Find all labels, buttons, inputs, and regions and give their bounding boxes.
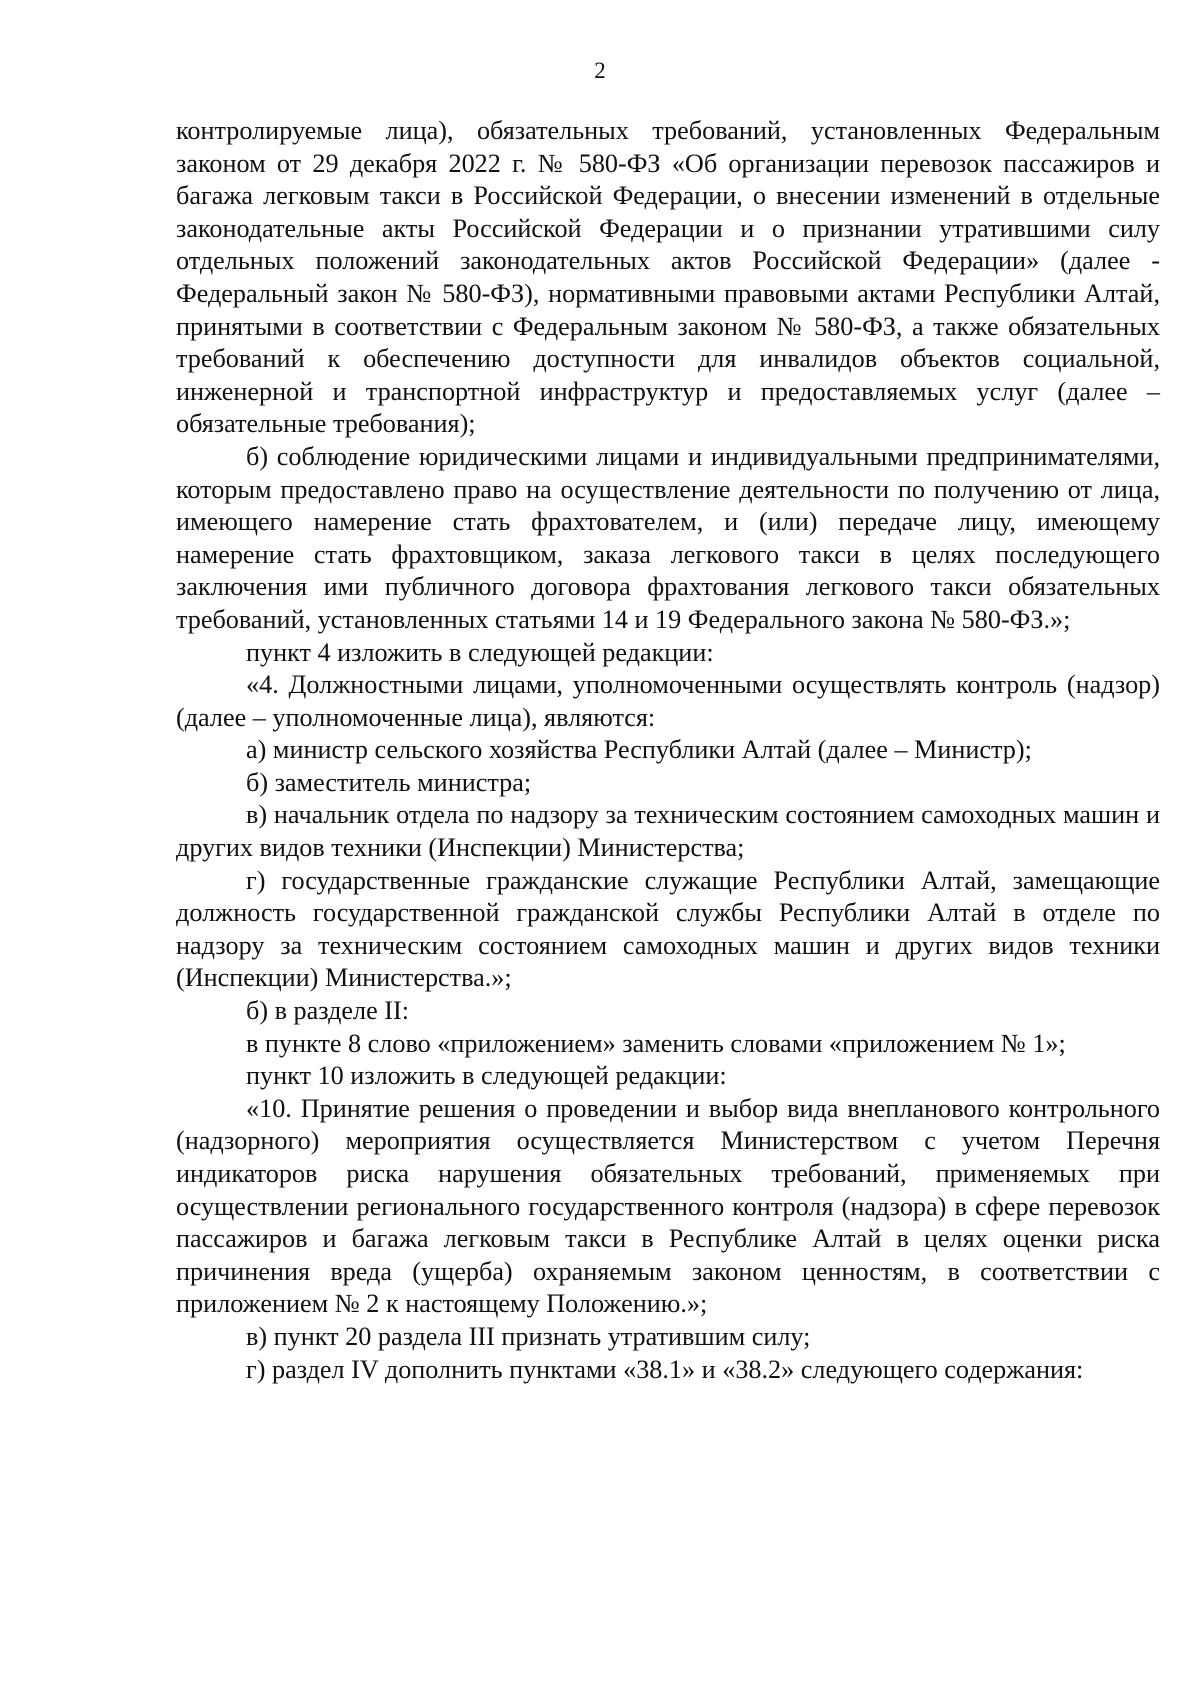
paragraph-section-4: г) раздел IV дополнить пунктами «38.1» и «38.2» следующего содержания: — [246, 1354, 1084, 1384]
paragraph-point-8: в пункте 8 слово «приложением» заменить словами «приложением № 1»; — [246, 1028, 1066, 1058]
paragraph-point-10-intro: пункт 10 изложить в следующей редакции: — [246, 1061, 727, 1091]
paragraph-point-4-text: «4. Должностными лицами, уполномоченными осуществлять контроль (надзор) (далее – уполномоченные лица), являются: — [176, 670, 1160, 732]
paragraph-continuation: контролируемые лица), обязательных требований, установленных Федеральным законом от 29 декабря 2022 г. № 580-ФЗ «Об организации перевозок пассажиров и багажа легковым такси в Российской Федерации, о внесении изменений в отдельные законодательные акты Российской Федерации и о признании утратившими силу отдельных положений законодательных актов Российской Федерации» (далее - Федеральный закон № 580-ФЗ), нормативными правовыми актами Республики Алтай, принятыми в соответствии с Федеральным законом № 580-ФЗ, а также обязательных требований к обеспечению доступности для инвалидов объектов социальной, инженерной и транспортной инфраструктур и предоставляемых услуг (далее – обязательные требования); — [176, 116, 1160, 439]
paragraph-officials-g: г) государственные гражданские служащие Республики Алтай, замещающие должность государственной гражданской службы Республики Алтай в отделе по надзору за техническим состоянием самоходных машин и других видов техники (Инспекции) Министерства.»; — [176, 865, 1160, 993]
paragraph-section-2: б) в разделе II: — [246, 996, 409, 1026]
paragraph-point-20: в) пункт 20 раздела III признать утратившим силу; — [246, 1321, 811, 1351]
page-number: 2 — [594, 58, 606, 83]
paragraph-item-b-compliance: б) соблюдение юридическими лицами и индивидуальными предпринимателями, которым предоставлено право на осуществление деятельности по получению от лица, имеющего намерение стать фрахтователем, и (или) передаче лицу, имеющему намерение стать фрахтовщиком, заказа легкового такси в целях последующего заключения ими публичного договора фрахтования легкового такси обязательных требований, установленных статьями 14 и 19 Федерального закона № 580-ФЗ.»; — [176, 441, 1160, 634]
paragraph-point-4-intro: пункт 4 изложить в следующей редакции: — [246, 637, 714, 667]
paragraph-officials-b: б) заместитель министра; — [246, 767, 532, 797]
paragraph-point-10-text: «10. Принятие решения о проведении и выбор вида внепланового контрольного (надзорного) мероприятия осуществляется Министерством с учетом Перечня индикаторов риска нарушения обязательных требований, применяемых при осуществлении регионального государственного контроля (надзора) в сфере перевозок пассажиров и багажа легковым такси в Республике Алтай в целях оценки риска причинения вреда (ущерба) охраняемым законом ценностям, в соответствии с приложением № 2 к настоящему Положению.»; — [176, 1093, 1160, 1319]
paragraph-officials-a: а) министр сельского хозяйства Республики Алтай (далее – Министр); — [246, 735, 1032, 765]
document-body — [176, 115, 1160, 1386]
paragraph-officials-v: в) начальник отдела по надзору за техническим состоянием самоходных машин и других видов техники (Инспекции) Министерства; — [176, 800, 1160, 863]
